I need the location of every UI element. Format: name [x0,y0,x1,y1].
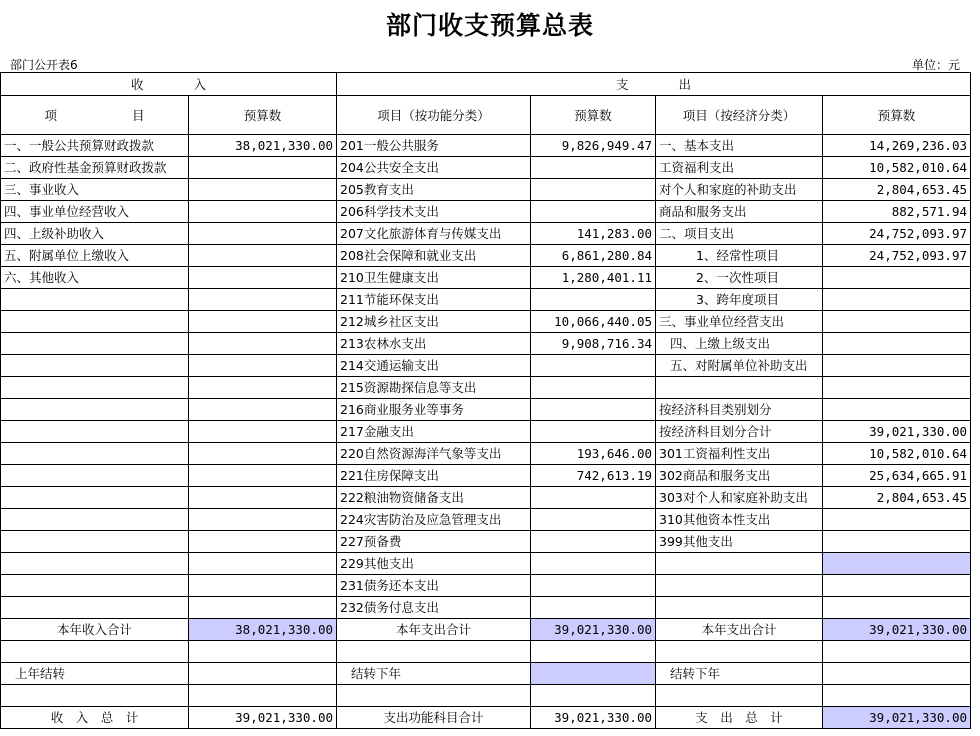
func-budget: 742,613.19 [531,465,656,487]
econ-budget: 24,752,093.97 [823,245,971,267]
func-item: 222粮油物资储备支出 [337,487,531,509]
econ-budget [823,399,971,421]
carry-row [1,663,971,685]
income-budget [189,597,337,619]
func-item: 201一般公共服务 [337,135,531,157]
income-budget [189,553,337,575]
col-header-econ-budget: 预算数 [823,96,971,135]
carry-out-econ-label: 结转下年 [656,663,823,685]
econ-budget: 10,582,010.64 [823,157,971,179]
func-budget [531,399,656,421]
func-item: 229其他支出 [337,553,531,575]
func-item: 211节能环保支出 [337,289,531,311]
func-budget [531,201,656,223]
table-row [1,509,971,531]
func-item: 231债务还本支出 [337,575,531,597]
budget-body [1,135,971,619]
income-total-label: 收 入 总 计 [1,707,189,729]
income-item: 一、一般公共预算财政拨款 [1,135,189,157]
func-budget [531,377,656,399]
income-item [1,465,189,487]
income-budget [189,443,337,465]
table-row [1,465,971,487]
econ-item: 对个人和家庭的补助支出 [656,179,823,201]
func-item: 212城乡社区支出 [337,311,531,333]
econ-item: 3、跨年度项目 [656,289,823,311]
func-item: 204公共安全支出 [337,157,531,179]
func-budget [531,157,656,179]
table-row [1,597,971,619]
econ-item [656,553,823,575]
carry-out-func-label: 结转下年 [337,663,531,685]
econ-budget: 24,752,093.97 [823,223,971,245]
econ-year-value: 39,021,330.00 [823,619,971,641]
income-budget: 38,021,330.00 [189,135,337,157]
table-row [1,355,971,377]
income-item: 五、附属单位上缴收入 [1,245,189,267]
table-row [1,377,971,399]
income-budget [189,201,337,223]
income-budget [189,509,337,531]
table-row [1,267,971,289]
econ-budget [823,531,971,553]
income-budget [189,245,337,267]
year-total-row [1,619,971,641]
table-row [1,443,971,465]
func-total-label: 支出功能科目合计 [337,707,531,729]
table-row [1,179,971,201]
carry-out-func-value [531,663,656,685]
income-budget [189,267,337,289]
income-budget [189,179,337,201]
header-row-sections [1,73,971,96]
econ-item: 商品和服务支出 [656,201,823,223]
income-section-header: 收 入 [1,73,337,96]
econ-item [656,377,823,399]
income-item: 三、事业收入 [1,179,189,201]
econ-item: 工资福利支出 [656,157,823,179]
econ-budget [823,509,971,531]
income-budget [189,157,337,179]
econ-item: 一、基本支出 [656,135,823,157]
econ-item: 二、项目支出 [656,223,823,245]
income-item [1,355,189,377]
income-item [1,311,189,333]
income-item [1,289,189,311]
func-budget: 1,280,401.11 [531,267,656,289]
func-item: 216商业服务业等事务 [337,399,531,421]
blank-row [1,685,971,707]
expense-section-header: 支 出 [337,73,971,96]
econ-budget [823,377,971,399]
func-item: 227预备费 [337,531,531,553]
table-row [1,575,971,597]
table-row [1,245,971,267]
econ-budget [823,289,971,311]
income-budget [189,399,337,421]
func-budget [531,289,656,311]
table-row [1,553,971,575]
econ-item: 按经济科目划分合计 [656,421,823,443]
func-item: 206科学技术支出 [337,201,531,223]
income-item: 六、其他收入 [1,267,189,289]
func-item: 205教育支出 [337,179,531,201]
income-budget [189,421,337,443]
func-year-value: 39,021,330.00 [531,619,656,641]
unit-label: 单位：元 [911,58,960,72]
func-item: 217金融支出 [337,421,531,443]
econ-item: 301工资福利性支出 [656,443,823,465]
table-row [1,487,971,509]
income-item [1,553,189,575]
econ-item [656,575,823,597]
econ-item: 303对个人和家庭补助支出 [656,487,823,509]
econ-item: 三、事业单位经营支出 [656,311,823,333]
income-item: 四、上级补助收入 [1,223,189,245]
table-row [1,333,971,355]
func-budget [531,179,656,201]
func-item: 210卫生健康支出 [337,267,531,289]
econ-item: 1、经常性项目 [656,245,823,267]
income-budget [189,311,337,333]
carry-in-label: 上年结转 [1,663,189,685]
income-budget [189,487,337,509]
func-budget [531,355,656,377]
econ-item: 310其他资本性支出 [656,509,823,531]
income-budget [189,289,337,311]
table-row [1,201,971,223]
econ-budget: 2,804,653.45 [823,179,971,201]
table-row [1,399,971,421]
func-budget [531,553,656,575]
col-header-item: 项 目 [1,96,189,135]
income-item [1,399,189,421]
econ-budget [823,597,971,619]
func-budget [531,421,656,443]
econ-item: 2、一次性项目 [656,267,823,289]
grand-total-row [1,707,971,729]
form-id: 部门公开表6 [10,58,78,72]
func-budget: 141,283.00 [531,223,656,245]
econ-item: 四、上缴上级支出 [656,333,823,355]
func-item: 224灾害防治及应急管理支出 [337,509,531,531]
func-item: 220自然资源海洋气象等支出 [337,443,531,465]
func-item: 207文化旅游体育与传媒支出 [337,223,531,245]
income-total-value: 39,021,330.00 [189,707,337,729]
econ-budget: 10,582,010.64 [823,443,971,465]
table-row [1,289,971,311]
econ-item: 按经济科目类别划分 [656,399,823,421]
func-budget: 9,908,716.34 [531,333,656,355]
econ-budget [823,333,971,355]
income-budget [189,333,337,355]
budget-table [0,72,971,729]
income-budget [189,377,337,399]
econ-budget: 882,571.94 [823,201,971,223]
econ-item [656,597,823,619]
income-budget [189,223,337,245]
func-item: 215资源勘探信息等支出 [337,377,531,399]
income-item [1,597,189,619]
func-year-label: 本年支出合计 [337,619,531,641]
blank-row [1,641,971,663]
econ-budget: 39,021,330.00 [823,421,971,443]
income-item [1,575,189,597]
econ-budget: 25,634,665.91 [823,465,971,487]
econ-item: 五、对附属单位补助支出 [656,355,823,377]
income-item [1,333,189,355]
table-row [1,421,971,443]
income-item: 二、政府性基金预算财政拨款 [1,157,189,179]
econ-budget: 2,804,653.45 [823,487,971,509]
income-item [1,487,189,509]
income-item [1,443,189,465]
func-budget [531,531,656,553]
func-budget [531,487,656,509]
table-row [1,223,971,245]
func-budget: 10,066,440.05 [531,311,656,333]
func-total-value: 39,021,330.00 [531,707,656,729]
func-item: 208社会保障和就业支出 [337,245,531,267]
budget-totals [1,619,971,729]
expense-total-label: 支 出 总 计 [656,707,823,729]
col-header-func-item: 项目（按功能分类） [337,96,531,135]
econ-budget [823,267,971,289]
func-budget [531,597,656,619]
econ-item: 399其他支出 [656,531,823,553]
econ-budget: 14,269,236.03 [823,135,971,157]
func-item: 221住房保障支出 [337,465,531,487]
income-year-value: 38,021,330.00 [189,619,337,641]
col-header-econ-item: 项目（按经济分类） [656,96,823,135]
income-item [1,421,189,443]
econ-budget [823,553,971,575]
income-item [1,531,189,553]
income-budget [189,465,337,487]
table-row [1,531,971,553]
table-row [1,135,971,157]
carry-out-econ-value [823,663,971,685]
func-item: 232债务付息支出 [337,597,531,619]
table-row [1,157,971,179]
table-row [1,311,971,333]
func-budget [531,509,656,531]
income-item [1,509,189,531]
income-budget [189,575,337,597]
page-title: 部门收支预算总表 [385,11,594,40]
col-header-func-budget: 预算数 [531,96,656,135]
func-item: 214交通运输支出 [337,355,531,377]
header-row-columns [1,96,971,135]
income-item [1,377,189,399]
func-budget [531,575,656,597]
func-budget: 193,646.00 [531,443,656,465]
econ-budget [823,575,971,597]
func-budget: 9,826,949.47 [531,135,656,157]
income-item: 四、事业单位经营收入 [1,201,189,223]
econ-item: 302商品和服务支出 [656,465,823,487]
income-budget [189,531,337,553]
carry-in-value [189,663,337,685]
econ-budget [823,355,971,377]
income-budget [189,355,337,377]
func-budget: 6,861,280.84 [531,245,656,267]
col-header-income-budget: 预算数 [189,96,337,135]
econ-year-label: 本年支出合计 [656,619,823,641]
income-year-label: 本年收入合计 [1,619,189,641]
expense-total-value: 39,021,330.00 [823,707,971,729]
econ-budget [823,311,971,333]
func-item: 213农林水支出 [337,333,531,355]
